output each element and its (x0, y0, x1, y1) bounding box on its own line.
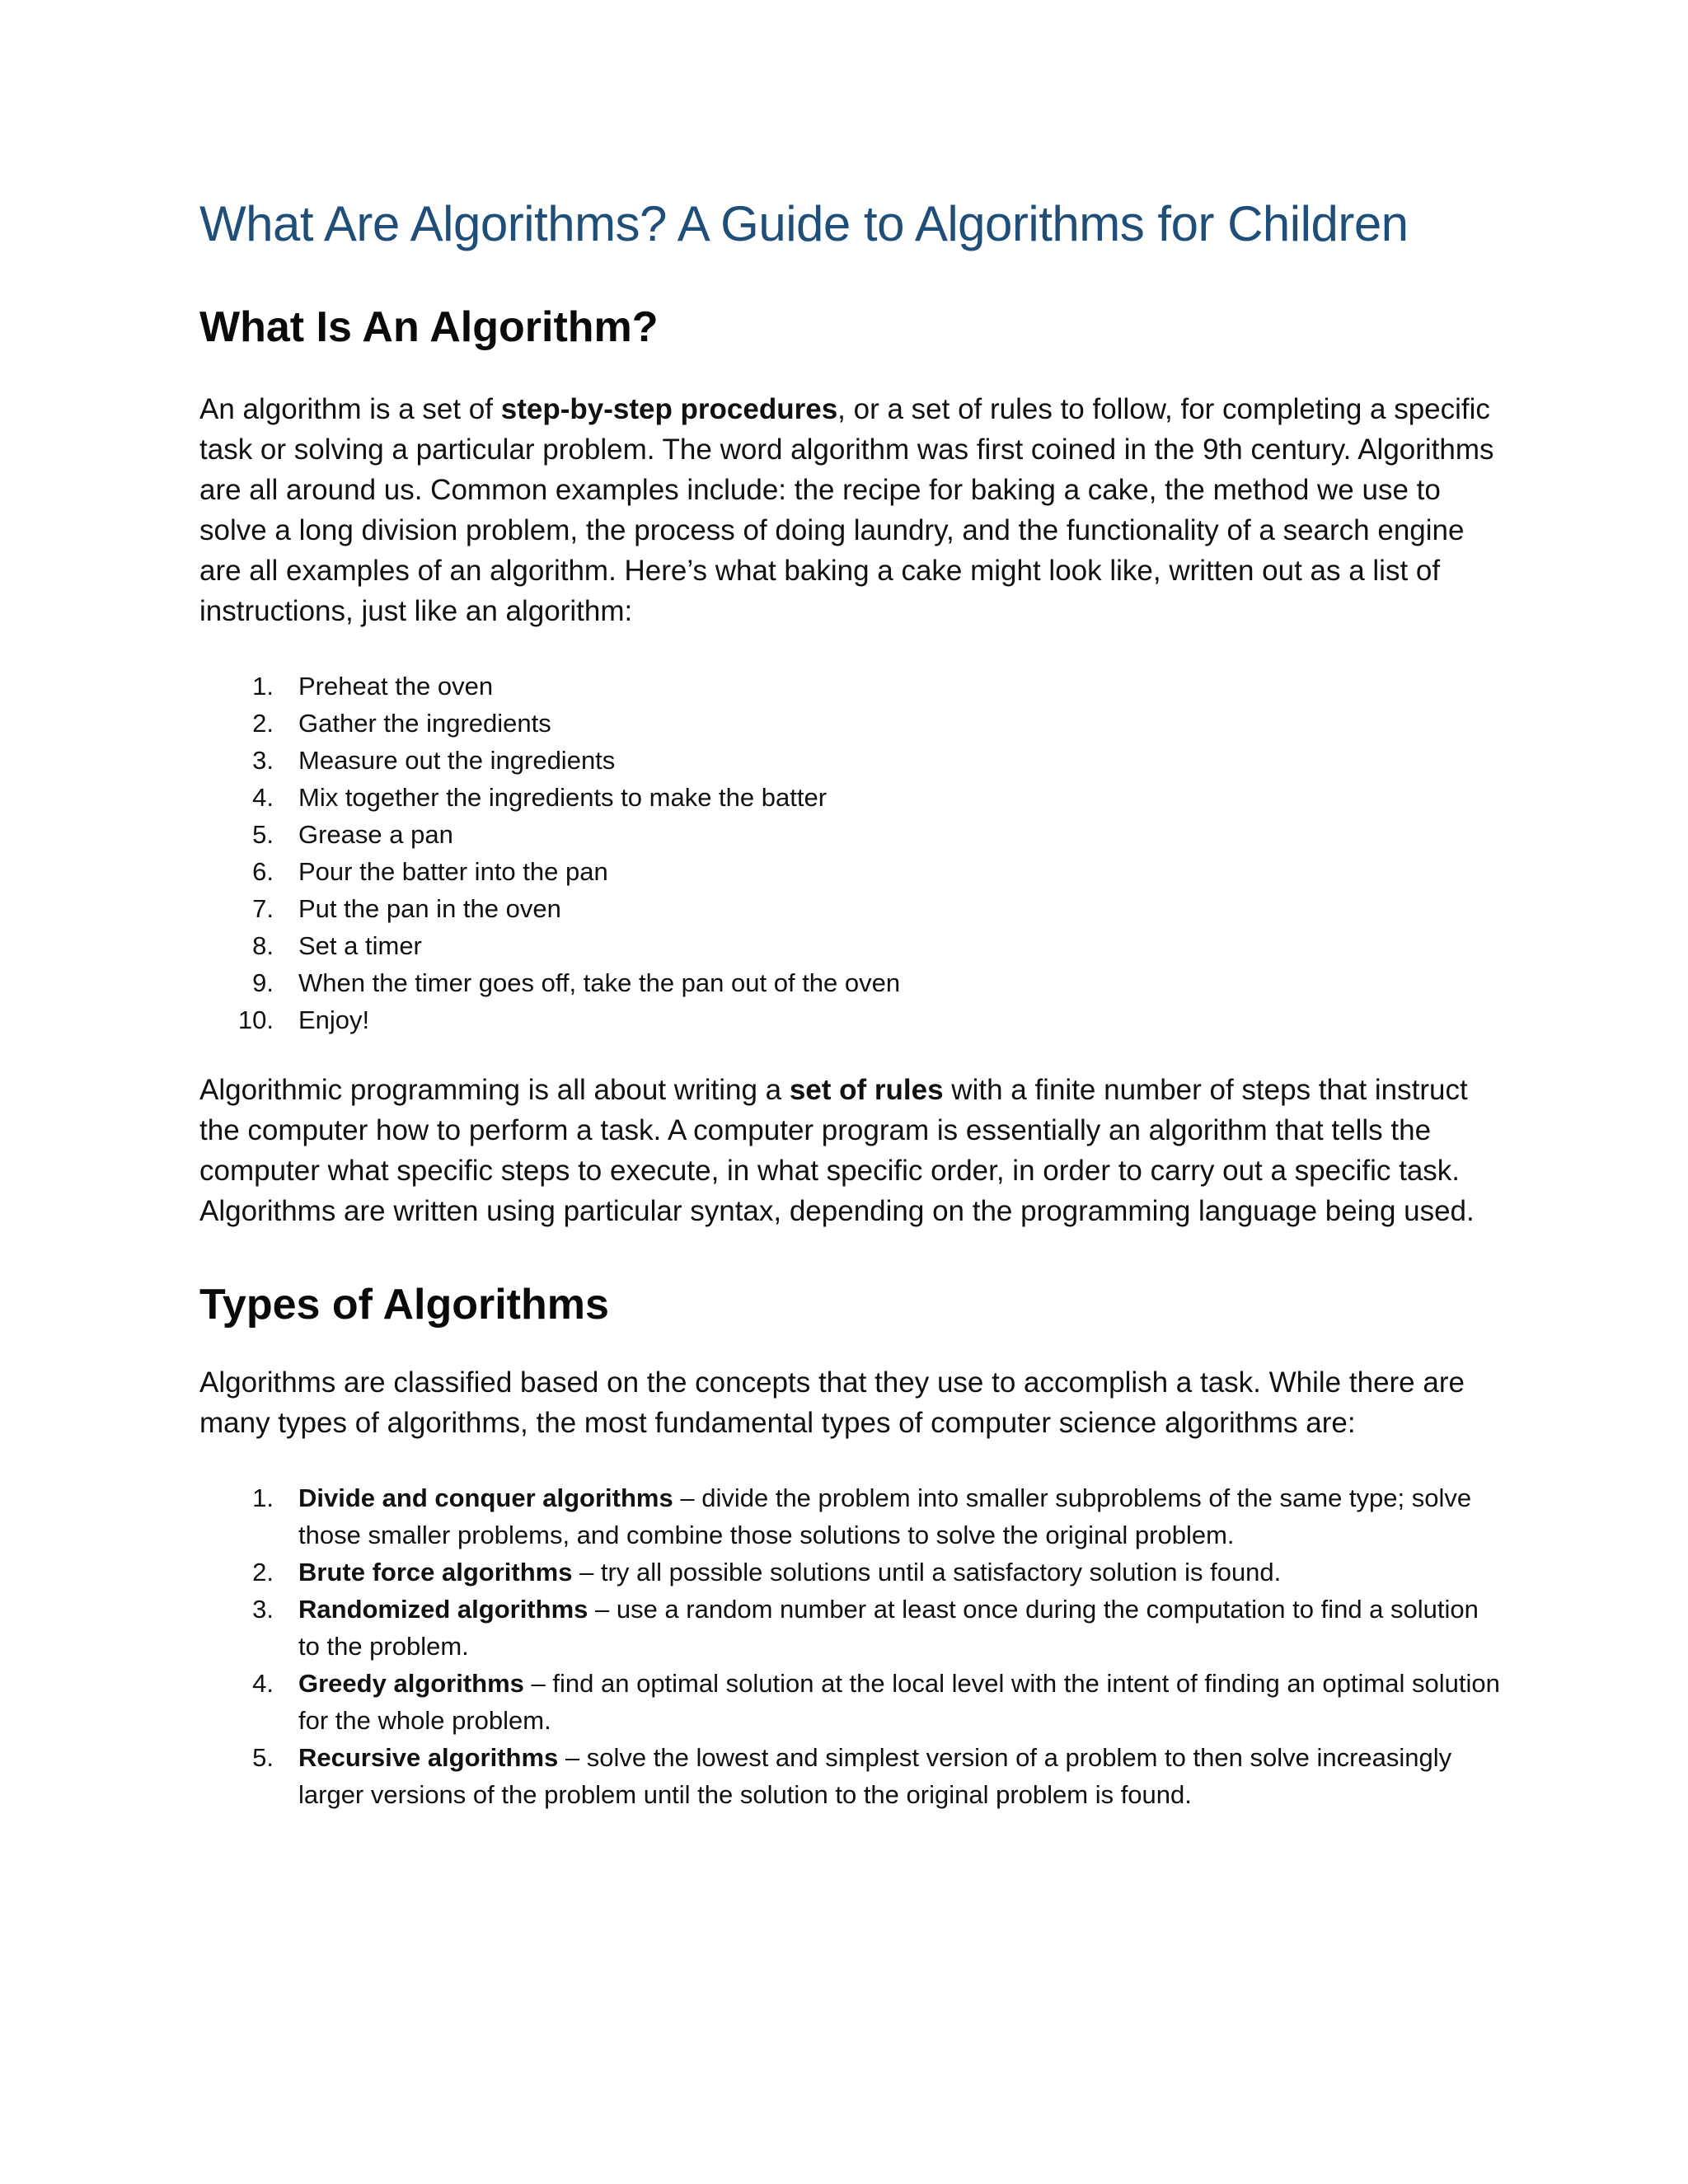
list-number: 7. (252, 894, 274, 924)
types-paragraph: Algorithms are classified based on the concepts that they use to accomplish a task. While there are many types of algorithms, the most fundamental types of computer science algorithms are: (199, 1366, 1465, 1439)
type-description: – divide the problem into smaller subproblems of the same type; solve those smaller problems, and combine those solutions to solve the original problem. (298, 1483, 1472, 1549)
type-term: Brute force algorithms (298, 1557, 573, 1586)
list-number: 1. (252, 1483, 274, 1512)
list-item (199, 705, 1502, 742)
list-item (199, 1739, 1502, 1813)
list-number: 8. (252, 931, 274, 961)
list-number: 1. (252, 672, 274, 701)
type-description: – try all possible solutions until a satisfactory solution is found. (572, 1557, 1282, 1586)
type-term: Recursive algorithms (298, 1742, 559, 1772)
list-number: 5. (252, 820, 274, 850)
type-term: Divide and conquer algorithms (298, 1483, 673, 1512)
programming-paragraph (199, 1070, 1502, 1231)
list-text: Measure out the ingredients (298, 746, 616, 776)
cake-steps-list (199, 668, 1502, 1038)
list-text: Pour the batter into the pan (298, 857, 608, 887)
intro-paragraph (199, 389, 1502, 631)
list-text: Gather the ingredients (298, 709, 551, 738)
list-text (298, 1554, 1502, 1591)
programming-text-after: with a finite number of steps that instruct the computer how to perform a task. A computer program is essentially an algorithm that tells the computer what specific steps to execute, in what specific order, in order to carry out a specific task. Algorithms are written using particular syntax, depending on the programming language being used. (199, 1074, 1475, 1228)
list-number: 3. (252, 746, 274, 776)
section-heading-what-is: What Is An Algorithm? (199, 303, 659, 351)
list-item (199, 1001, 1502, 1038)
programming-text-before: Algorithmic programming is all about writing a (199, 1074, 790, 1107)
list-item (199, 1479, 1502, 1554)
list-text: Grease a pan (298, 820, 453, 850)
document-title: What Are Algorithms? A Guide to Algorithms for Children (199, 196, 1409, 251)
list-item (199, 890, 1502, 927)
document-content (199, 194, 1502, 1813)
list-number: 4. (252, 783, 274, 813)
type-description: – find an optimal solution at the local level with the intent of finding an optimal solution for the whole problem. (298, 1668, 1500, 1735)
list-text: Mix together the ingredients to make the batter (298, 783, 828, 813)
list-item (199, 816, 1502, 853)
section-heading-types: Types of Algorithms (199, 1281, 609, 1329)
list-item (199, 964, 1502, 1001)
list-text (298, 1665, 1502, 1739)
intro-bold-phrase: step-by-step procedures (500, 393, 838, 426)
list-number: 4. (252, 1668, 274, 1698)
list-number: 6. (252, 857, 274, 887)
type-term: Greedy algorithms (298, 1668, 524, 1698)
list-number: 9. (252, 968, 274, 998)
list-number: 2. (252, 709, 274, 738)
list-text: Set a timer (298, 931, 422, 961)
list-text: When the timer goes off, take the pan out of the oven (298, 968, 901, 998)
list-number: 5. (252, 1742, 274, 1772)
list-text (298, 1479, 1502, 1554)
programming-bold-phrase: set of rules (789, 1074, 944, 1107)
list-item (199, 1665, 1502, 1739)
list-text: Preheat the oven (298, 672, 494, 701)
list-number: 3. (252, 1594, 274, 1624)
list-text: Put the pan in the oven (298, 894, 561, 924)
list-number: 10. (237, 1005, 274, 1035)
algorithm-types-list (199, 1479, 1502, 1813)
list-item (199, 853, 1502, 890)
list-item (199, 668, 1502, 705)
type-description: – solve the lowest and simplest version of a problem to then solve increasingly larger versions of the problem until the solution to the original problem is found. (298, 1742, 1452, 1809)
list-number: 2. (252, 1557, 274, 1586)
list-text: Enjoy! (298, 1005, 370, 1035)
type-description: – use a random number at least once during the computation to find a solution to the problem. (298, 1594, 1479, 1661)
list-text (298, 1591, 1502, 1665)
list-item (199, 742, 1502, 779)
intro-text-before: An algorithm is a set of (199, 393, 501, 426)
list-item (199, 927, 1502, 964)
list-item (199, 779, 1502, 816)
intro-text-after: , or a set of rules to follow, for completing a specific task or solving a particular problem. The word algorithm was first coined in the 9th century. Algorithms are all around us. Common examples include: the recipe for baking a cake, the method we use to solve a long division problem, the process of doing laundry, and the functionality of a search engine are all examples of an algorithm. Here’s what baking a cake might look like, written out as a list of instructions, just like an algorithm: (199, 393, 1494, 628)
list-text (298, 1739, 1502, 1813)
list-item (199, 1554, 1502, 1591)
list-item (199, 1591, 1502, 1665)
type-term: Randomized algorithms (298, 1594, 588, 1624)
